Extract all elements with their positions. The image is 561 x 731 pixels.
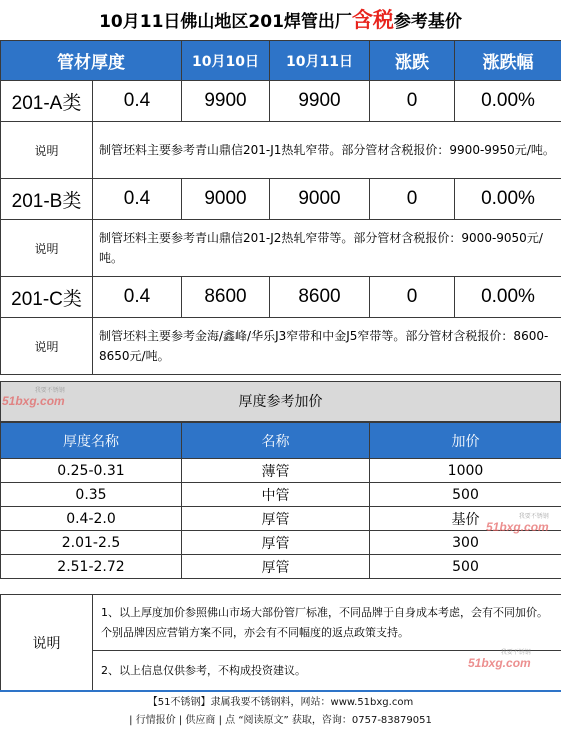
thickness-range-cell: 0.25-0.31 (1, 459, 182, 483)
thickness-range-cell: 2.51-2.72 (1, 555, 182, 579)
note-text: 制管坯料主要参考青山鼎信201-J1热轧窄带。部分管材含税报价：9900-9950元/吨。 (93, 122, 561, 179)
table-row (1, 483, 561, 507)
type-cell: 201-C类 (1, 277, 93, 318)
addon-price-cell: 500 (370, 555, 561, 579)
table-row (1, 531, 561, 555)
table-row (1, 507, 561, 531)
table-row (1, 179, 561, 220)
table-row (1, 555, 561, 579)
watermark-tagline: 我要不锈钢 (34, 388, 65, 394)
table-row (1, 459, 561, 483)
title-text-end: 参考基价 (393, 12, 462, 32)
thickness-range-cell: 2.01-2.5 (1, 531, 182, 555)
addon-price-cell: 1000 (370, 459, 561, 483)
table-row (1, 81, 561, 122)
prev-price-cell: 9000 (182, 179, 270, 220)
watermark-text: 51bxg.com (468, 656, 531, 670)
change-cell: 0 (370, 277, 455, 318)
price-table-header (1, 41, 561, 81)
curr-price-cell: 8600 (270, 277, 370, 318)
title-highlight: 含税 (351, 8, 394, 32)
notes-row (1, 595, 561, 651)
addon-section-title: 厚度参考加价 (0, 381, 561, 422)
table-row (1, 277, 561, 318)
note-text: 制管坯料主要参考金海/鑫峰/华乐J3窄带和中金J5窄带等。部分管材含税报价：8600-8650元/吨。 (93, 318, 561, 375)
note-row (1, 318, 561, 375)
change-cell: 0 (370, 179, 455, 220)
header-change-pct: 涨跌幅 (455, 41, 561, 81)
page-title (0, 0, 561, 40)
tube-name-cell: 薄管 (182, 459, 370, 483)
tube-name-cell: 厚管 (182, 507, 370, 531)
change-cell: 0 (370, 81, 455, 122)
addon-price-cell: 500 (370, 483, 561, 507)
watermark-tagline: 我要不锈钢 (500, 650, 531, 656)
header-thickness-name: 厚度名称 (1, 423, 182, 459)
watermark-logo (486, 514, 549, 534)
tube-name-cell: 厚管 (182, 531, 370, 555)
thickness-range-cell: 0.35 (1, 483, 182, 507)
note-row (1, 122, 561, 179)
note-item: 2、以上信息仅供参考，不构成投资建议。 (93, 651, 561, 691)
footer-line-site: 【51不锈钢】隶属我要不锈钢料，网站：www.51bxg.com (147, 697, 414, 708)
note-label: 说明 (1, 318, 93, 375)
note-label: 说明 (1, 122, 93, 179)
note-label: 说明 (1, 220, 93, 277)
price-table (0, 40, 561, 375)
header-addon-price: 加价 (370, 423, 561, 459)
change-pct-cell: 0.00% (455, 179, 561, 220)
change-pct-cell: 0.00% (455, 277, 561, 318)
header-name: 名称 (182, 423, 370, 459)
note-row (1, 220, 561, 277)
thickness-cell: 0.4 (93, 81, 182, 122)
watermark-text: 51bxg.com (2, 394, 65, 408)
thickness-cell: 0.4 (93, 179, 182, 220)
thickness-cell: 0.4 (93, 277, 182, 318)
watermark-logo (2, 388, 65, 408)
tube-name-cell: 厚管 (182, 555, 370, 579)
curr-price-cell: 9000 (270, 179, 370, 220)
addon-table-header (1, 423, 561, 459)
notes-label: 说明 (1, 595, 93, 691)
header-thickness: 管材厚度 (1, 41, 182, 81)
addon-price-cell: 300 (370, 531, 561, 555)
header-prev-date: 10月10日 (182, 41, 270, 81)
type-cell: 201-B类 (1, 179, 93, 220)
note-item: 1、以上厚度加价参照佛山市场大部份管厂标准，不同品牌于自身成本考虑，会有不同加价。个别品牌因应营销方案不同，亦会有不同幅度的返点政策支持。 (93, 595, 561, 651)
addon-table (0, 422, 561, 579)
tube-name-cell: 中管 (182, 483, 370, 507)
title-text: 10月11日佛山地区201焊管出厂 (99, 12, 352, 32)
header-change: 涨跌 (370, 41, 455, 81)
notes-table (0, 594, 561, 691)
footer (0, 690, 561, 731)
curr-price-cell: 9900 (270, 81, 370, 122)
change-pct-cell: 0.00% (455, 81, 561, 122)
prev-price-cell: 8600 (182, 277, 270, 318)
watermark-text: 51bxg.com (486, 520, 549, 534)
note-text: 制管坯料主要参考青山鼎信201-J2热轧窄带等。部分管材含税报价：9000-9050元/吨。 (93, 220, 561, 277)
watermark-tagline: 我要不锈钢 (518, 514, 549, 520)
watermark-logo (468, 650, 531, 670)
type-cell: 201-A类 (1, 81, 93, 122)
addon-price-cell: 基价 (370, 507, 561, 531)
thickness-range-cell: 0.4-2.0 (1, 507, 182, 531)
footer-line-contact: | 行情报价 | 供应商 | 点 “阅读原文” 获取，咨询：0757-83879051 (129, 715, 432, 726)
prev-price-cell: 9900 (182, 81, 270, 122)
header-curr-date: 10月11日 (270, 41, 370, 81)
